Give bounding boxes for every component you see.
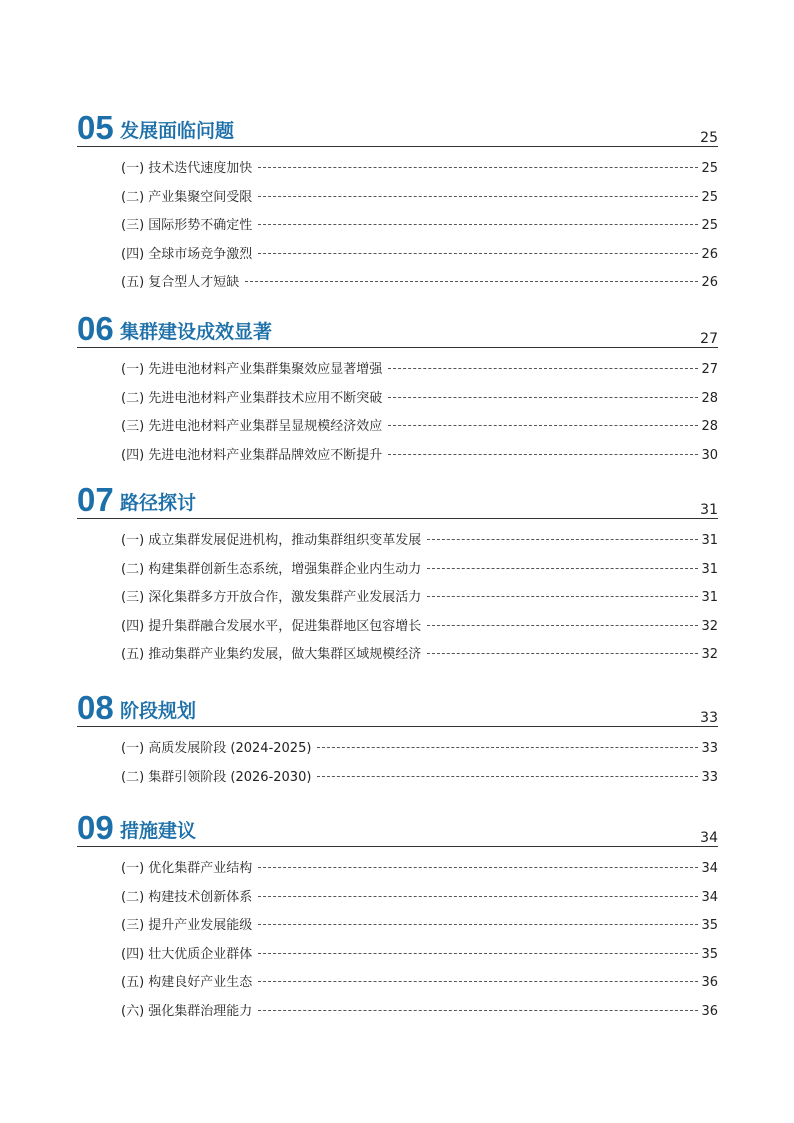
dotted-leader [388, 368, 698, 369]
dotted-leader [258, 867, 698, 868]
toc-entry-page: 27 [701, 362, 718, 377]
section-title: 发展面临问题 [120, 120, 235, 142]
toc-entry-page: 32 [701, 618, 718, 634]
section-page-number: 31 [700, 502, 718, 518]
section-header[interactable] [77, 809, 718, 847]
section-page-number: 33 [700, 710, 718, 726]
dotted-leader [258, 896, 698, 897]
toc-entry-page: 25 [701, 161, 718, 176]
section-title: 集群建设成效显著 [120, 321, 273, 343]
toc-entry[interactable] [121, 387, 718, 416]
toc-entry-label: (五) 推动集群产业集约发展，做大集群区域规模经济 [121, 647, 422, 663]
toc-entry-label: (三) 深化集群多方开放合作，激发集群产业发展活力 [121, 590, 422, 606]
toc-entry-label: (三) 国际形势不确定性 [121, 218, 253, 234]
dotted-leader [427, 539, 698, 540]
toc-entry[interactable] [121, 615, 718, 644]
dotted-leader [388, 397, 698, 398]
toc-entry-label: (一) 优化集群产业结构 [121, 861, 253, 876]
toc-entry-page: 26 [701, 275, 718, 291]
section-items [77, 737, 718, 794]
toc-entry-label: (二) 构建技术创新体系 [121, 889, 253, 905]
section-title: 措施建议 [120, 820, 197, 842]
toc-entry-label: (一) 技术迭代速度加快 [121, 161, 253, 176]
dotted-leader [245, 281, 698, 282]
section-header[interactable] [77, 109, 718, 147]
section-number: 09 [77, 809, 114, 846]
toc-entry-label: (四) 壮大优质企业群体 [121, 946, 253, 962]
toc-entry-page: 35 [701, 918, 718, 934]
toc-entry-page: 34 [701, 861, 718, 876]
toc-entry[interactable] [121, 415, 718, 444]
toc-entry-page: 30 [701, 447, 718, 463]
dotted-leader [258, 953, 698, 954]
dotted-leader [317, 747, 698, 748]
dotted-leader [427, 568, 698, 569]
toc-entry-page: 36 [701, 975, 718, 991]
toc-entry[interactable] [121, 358, 718, 387]
section-number: 05 [77, 109, 114, 146]
toc-entry[interactable] [121, 886, 718, 915]
toc-entry-page: 28 [701, 390, 718, 406]
toc-entry-page: 33 [701, 769, 718, 785]
toc-entry-label: (一) 成立集群发展促进机构，推动集群组织变革发展 [121, 533, 422, 548]
section-page-number: 25 [700, 130, 718, 146]
toc-entry-page: 28 [701, 419, 718, 435]
section-page-number: 34 [700, 830, 718, 846]
toc-entry-page: 31 [701, 533, 718, 548]
toc-entry-page: 33 [701, 741, 718, 756]
section-header[interactable] [77, 689, 718, 727]
toc-entry-label: (四) 提升集群融合发展水平，促进集群地区包容增长 [121, 618, 422, 634]
toc-entry[interactable] [121, 558, 718, 587]
toc-entry-page: 34 [701, 889, 718, 905]
dotted-leader [258, 224, 698, 225]
section-page-number: 27 [700, 331, 718, 347]
toc-entry-label: (三) 先进电池材料产业集群呈显规模经济效应 [121, 419, 383, 435]
dotted-leader [258, 167, 698, 168]
toc-section [77, 809, 718, 1029]
dotted-leader [427, 625, 698, 626]
section-number: 07 [77, 481, 114, 518]
section-number: 06 [77, 310, 114, 347]
toc-entry-label: (五) 构建良好产业生态 [121, 975, 253, 991]
toc-entry-label: (二) 先进电池材料产业集群技术应用不断突破 [121, 390, 383, 406]
toc-entry[interactable] [121, 444, 718, 473]
toc-entry-label: (二) 集群引领阶段 (2026-2030) [121, 769, 312, 785]
toc-entry-page: 35 [701, 946, 718, 962]
dotted-leader [258, 196, 698, 197]
toc-entry-label: (四) 全球市场竞争激烈 [121, 246, 253, 262]
toc-entry-label: (五) 复合型人才短缺 [121, 275, 240, 291]
toc-entry[interactable] [121, 943, 718, 972]
toc-entry-page: 25 [701, 189, 718, 205]
toc-entry[interactable] [121, 271, 718, 300]
toc-section [77, 310, 718, 472]
toc-entry-label: (三) 提升产业发展能级 [121, 918, 253, 934]
dotted-leader [258, 253, 698, 254]
toc-entry[interactable] [121, 586, 718, 615]
toc-entry-page: 36 [701, 1003, 718, 1019]
toc-entry-page: 32 [701, 647, 718, 663]
toc-entry-label: (一) 高质发展阶段 (2024-2025) [121, 741, 312, 756]
toc-entry-page: 26 [701, 246, 718, 262]
toc-entry-label: (二) 构建集群创新生态系统，增强集群企业内生动力 [121, 561, 422, 577]
toc-entry[interactable] [121, 214, 718, 243]
toc-entry[interactable] [121, 737, 718, 766]
dotted-leader [388, 454, 698, 455]
toc-entry[interactable] [121, 529, 718, 558]
toc-entry[interactable] [121, 186, 718, 215]
toc-entry-label: (一) 先进电池材料产业集群集聚效应显著增强 [121, 362, 383, 377]
section-items [77, 157, 718, 300]
section-number: 08 [77, 689, 114, 726]
section-header[interactable] [77, 310, 718, 348]
dotted-leader [388, 425, 698, 426]
section-items [77, 529, 718, 672]
toc-entry-page: 31 [701, 561, 718, 577]
toc-section [77, 689, 718, 794]
toc-section [77, 109, 718, 300]
section-items [77, 857, 718, 1029]
toc-entry[interactable] [121, 643, 718, 672]
toc-entry[interactable] [121, 766, 718, 795]
section-title: 阶段规划 [120, 700, 197, 722]
toc-entry-page: 25 [701, 218, 718, 234]
dotted-leader [258, 981, 698, 982]
toc-entry-label: (六) 强化集群治理能力 [121, 1003, 253, 1019]
dotted-leader [258, 924, 698, 925]
toc-entry[interactable] [121, 157, 718, 186]
section-items [77, 358, 718, 472]
dotted-leader [427, 596, 698, 597]
dotted-leader [427, 653, 698, 654]
toc-entry[interactable] [121, 971, 718, 1000]
toc-entry[interactable] [121, 243, 718, 272]
toc-entry[interactable] [121, 914, 718, 943]
toc-entry-page: 31 [701, 590, 718, 606]
dotted-leader [317, 776, 698, 777]
section-header[interactable] [77, 481, 718, 519]
toc-entry-label: (二) 产业集聚空间受限 [121, 189, 253, 205]
toc-entry-label: (四) 先进电池材料产业集群品牌效应不断提升 [121, 447, 383, 463]
section-title: 路径探讨 [120, 492, 197, 514]
dotted-leader [258, 1010, 698, 1011]
toc-entry[interactable] [121, 857, 718, 886]
toc-entry[interactable] [121, 1000, 718, 1029]
toc-section [77, 481, 718, 672]
